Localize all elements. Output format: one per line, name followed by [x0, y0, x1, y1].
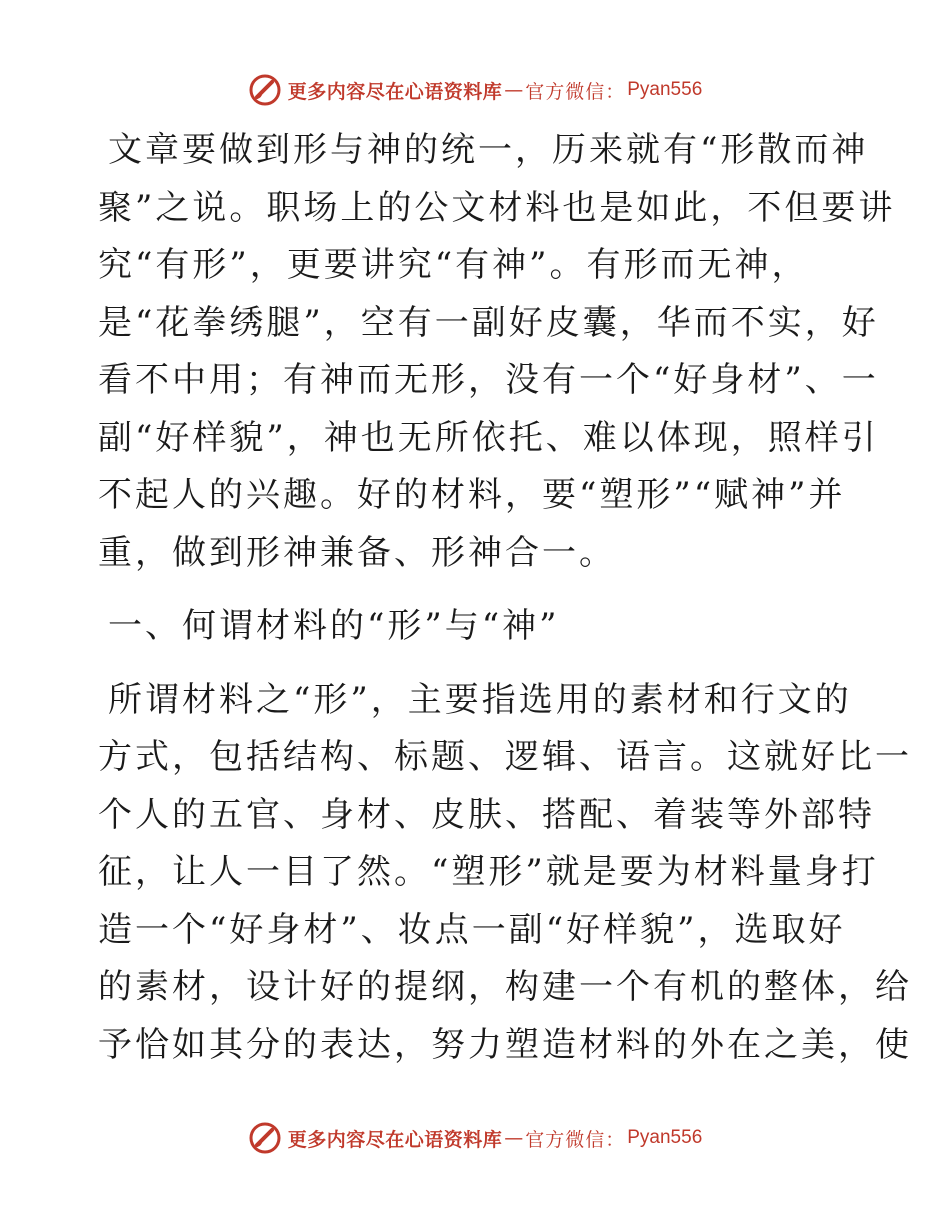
text-line: 方式，包括结构、标题、逻辑、语言。这就好比一 [98, 737, 912, 777]
text-line: 征，让人一目了然。“塑形”就是要为材料量身打 [98, 852, 879, 892]
watermark-dash: — [504, 1127, 524, 1149]
watermark-wechat-label: 官方微信： [525, 80, 626, 103]
text-line: 聚”之说。职场上的公文材料也是如此，不但要讲 [98, 187, 896, 228]
text-line: 个人的五官、身材、皮肤、搭配、着装等外部特 [98, 794, 875, 835]
text-line: 不起人的兴趣。好的材料，要“塑形”“赋神”并 [98, 475, 846, 515]
brush-logo-icon [248, 1121, 282, 1155]
text-line: 是“花拳绣腿”，空有一副好皮囊，华而不实，好 [98, 302, 879, 343]
text-line: 看不中用；有神而无形，没有一个“好身材”、一 [98, 360, 879, 400]
watermark-wechat-id: Pyan556 [627, 79, 703, 100]
watermark-text: 更多内容尽在心语资料库 [287, 1128, 503, 1151]
heading-line: 一、何谓材料的“形”与“神” [108, 606, 560, 646]
watermark-wechat-id: Pyan556 [627, 1127, 703, 1148]
watermark-text: 更多内容尽在心语资料库 [287, 80, 503, 103]
text-line: 重，做到形神兼备、形神合一。 [98, 532, 616, 573]
text-line: 予恰如其分的表达，努力塑造材料的外在之美，使 [98, 1024, 912, 1065]
text-line: 副“好样貌”，神也无所依托、难以体现，照样引 [98, 417, 879, 458]
header-watermark-banner [0, 70, 950, 110]
footer-watermark-banner [0, 1118, 950, 1158]
text-line: 究“有形”，更要讲究“有神”。有形而无神， [98, 245, 809, 285]
paragraph-intro [98, 122, 896, 582]
watermark-wechat-label: 官方微信： [525, 1128, 626, 1151]
text-line: 的素材，设计好的提纲，构建一个有机的整体，给 [98, 967, 912, 1007]
paragraph-form [98, 672, 912, 1075]
section-heading [98, 598, 850, 656]
watermark-dash: — [504, 79, 524, 101]
text-line: 造一个“好身材”、妆点一副“好样貌”，选取好 [98, 909, 846, 950]
brush-logo-icon [248, 73, 282, 107]
text-line: 文章要做到形与神的统一，历来就有“形散而神 [108, 130, 869, 170]
text-line: 所谓材料之“形”，主要指选用的素材和行文的 [108, 679, 852, 720]
document-body [98, 122, 912, 1074]
